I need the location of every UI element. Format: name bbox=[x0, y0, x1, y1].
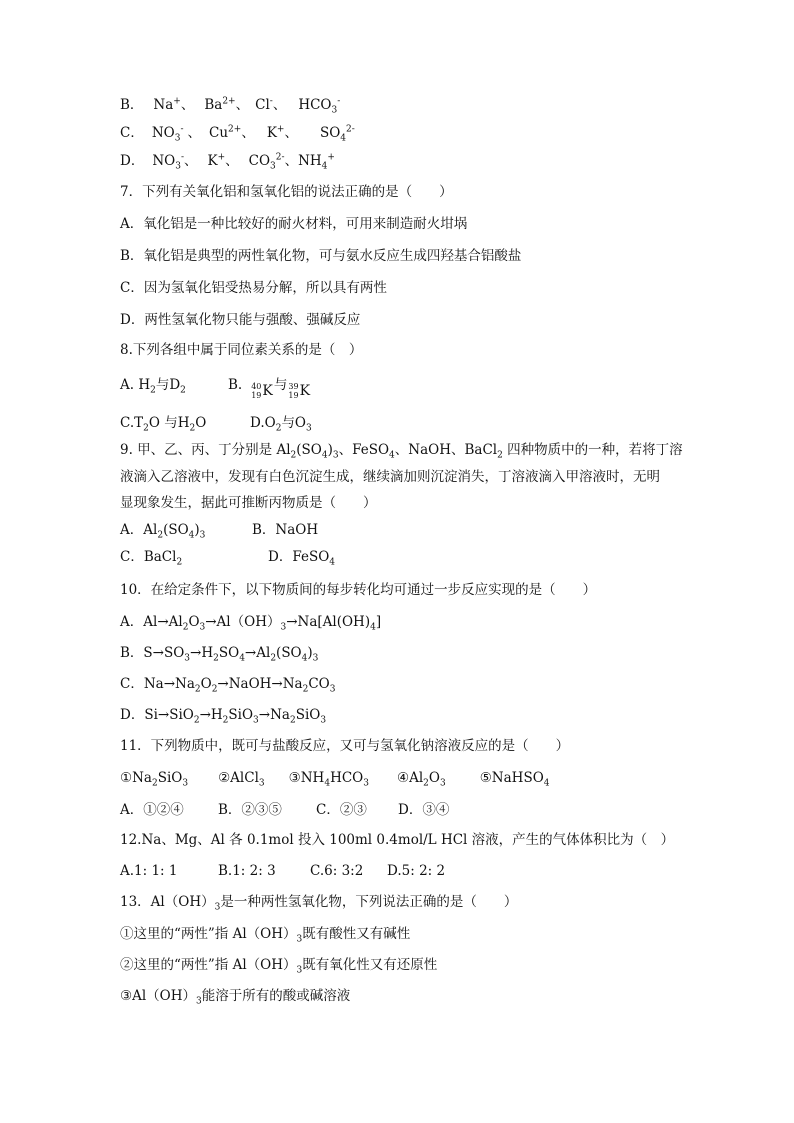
q11-option-d: D．③④ bbox=[398, 802, 450, 818]
q9-option-c: C．BaCl$_2$ bbox=[120, 549, 183, 568]
q7-option-c: C．因为氢氧化铝受热易分解，所以具有两性 bbox=[120, 280, 387, 296]
q10-option-a: A．$Al\to Al_2O_3\to Al(OH)_3\to Na[Al(OH)_4]$ bbox=[120, 614, 382, 633]
q11-item-3: $③NH_4HCO_3$ bbox=[288, 770, 369, 789]
q7-option-a: A．氧化铝是一种比较好的耐火材料，可用来制造耐火坩埚 bbox=[120, 216, 468, 232]
q11-option-b: B．②③⑤ bbox=[218, 802, 282, 818]
q12-option-b: B.1: 2: 3 bbox=[218, 863, 276, 879]
q9-stem-line2: 液滴入乙溶液中，发现有白色沉淀生成，继续滴加则沉淀消失，丁溶液滴入甲溶液时，无明 bbox=[120, 469, 660, 485]
isotope-k40: 40 19 K bbox=[251, 382, 273, 400]
q11-option-a: A．①②④ bbox=[120, 802, 184, 818]
q9-option-a: A．$Al_2(SO_4)_3$ bbox=[120, 522, 206, 541]
q10-option-b: B．$S\to SO_3\to H_2SO_4\to Al_2(SO_4)_3$ bbox=[120, 645, 319, 664]
q7-stem: 7．下列有关氧化铝和氢氧化铝的说法正确的是（ ） bbox=[120, 184, 453, 200]
q12-option-a: A.1: 1: 1 bbox=[120, 863, 178, 879]
q8-stem: 8.下列各组中属于同位素关系的是（ ） bbox=[120, 342, 363, 358]
q11-item-4: $④Al_2O_3$ bbox=[396, 770, 446, 789]
q6-option-d: D． $NO_3^-$、 K+、 $CO_3^{2-}$、$NH_4^+$ bbox=[120, 152, 335, 172]
q13-statement-2: ②这里的“两性”指 $Al(OH)_3$既有氧化性又有还原性 bbox=[120, 957, 438, 976]
q11-item-5: ⑤NaHSO$_4$ bbox=[479, 770, 550, 789]
q7-option-b: B．氧化铝是典型的两性氧化物，可与氨水反应生成四羟基合铝酸盐 bbox=[120, 248, 522, 264]
q13-statement-3: $③Al(OH)_3$能溶于所有的酸或碱溶液 bbox=[120, 988, 351, 1007]
q12-option-d: D.5: 2: 2 bbox=[387, 863, 446, 879]
q11-item-2: ②AlCl$_3$ bbox=[218, 770, 265, 789]
q9-option-d: D．FeSO$_4$ bbox=[268, 549, 335, 568]
q10-stem: 10．在给定条件下，以下物质间的每步转化均可通过一步反应实现的是（ ） bbox=[120, 582, 597, 598]
q13-stem: 13．$Al(OH)_3$是一种两性氢氧化物，下列说法正确的是（ ） bbox=[120, 894, 518, 913]
q7-option-d: D．两性氢氧化物只能与强酸、强碱反应 bbox=[120, 312, 361, 328]
q11-item-1: $①Na_2SiO_3$ bbox=[120, 770, 189, 789]
q9-stem-line1: 9. 甲、乙、丙、丁分别是 $Al_2(SO_4)_3$、FeSO$_4$、NaOH、BaCl$_2$ 四种物质中的一种，若将丁溶 bbox=[120, 442, 683, 461]
q6-option-c: C． $NO_3^-$ 、 $Cu^{2+}$、 K+、 $SO_4^{2-}$ bbox=[120, 124, 355, 144]
isotope-k39: 39 19 K bbox=[288, 382, 311, 400]
q8-option-c: $C.T_2O$ 与$H_2O$ bbox=[120, 415, 207, 434]
q13-statement-1: ①这里的“两性”指 $Al(OH)_3$既有酸性又有碱性 bbox=[120, 926, 411, 945]
q11-choices bbox=[120, 768, 550, 788]
q9-stem-line3: 显现象发生，据此可推断丙物质是（ ） bbox=[120, 495, 377, 511]
q6-option-b: B． Na+、 $Ba^{2+}$、 Cl-、 $HCO_3^-$ bbox=[120, 96, 341, 116]
q8-option-a: A. $H_2$与$D_2$ bbox=[120, 377, 186, 396]
q8-option-d: $D.O_2$与$O_3$ bbox=[250, 415, 312, 434]
q11-option-c: C．②③ bbox=[316, 802, 367, 818]
q8-option-b: B. 40 19 K 与 39 19 K bbox=[228, 377, 311, 400]
q12-stem: 12.Na、Mg、Al 各 0.1mol 投入 100ml 0.4mol/L HCl 溶液，产生的气体体积比为（ ） bbox=[120, 832, 675, 848]
q10-option-c: C．$Na\to Na_2O_2\to NaOH\to Na_2CO_3$ bbox=[120, 676, 336, 695]
q9-option-b: B．NaOH bbox=[252, 522, 319, 538]
q12-option-c: C.6: 3:2 bbox=[310, 863, 364, 879]
q11-stem: 11．下列物质中，既可与盐酸反应，又可与氢氧化钠溶液反应的是（ ） bbox=[120, 738, 570, 754]
q10-option-d: D．$Si\to SiO_2\to H_2SiO_3\to Na_2SiO_3$ bbox=[120, 707, 327, 726]
